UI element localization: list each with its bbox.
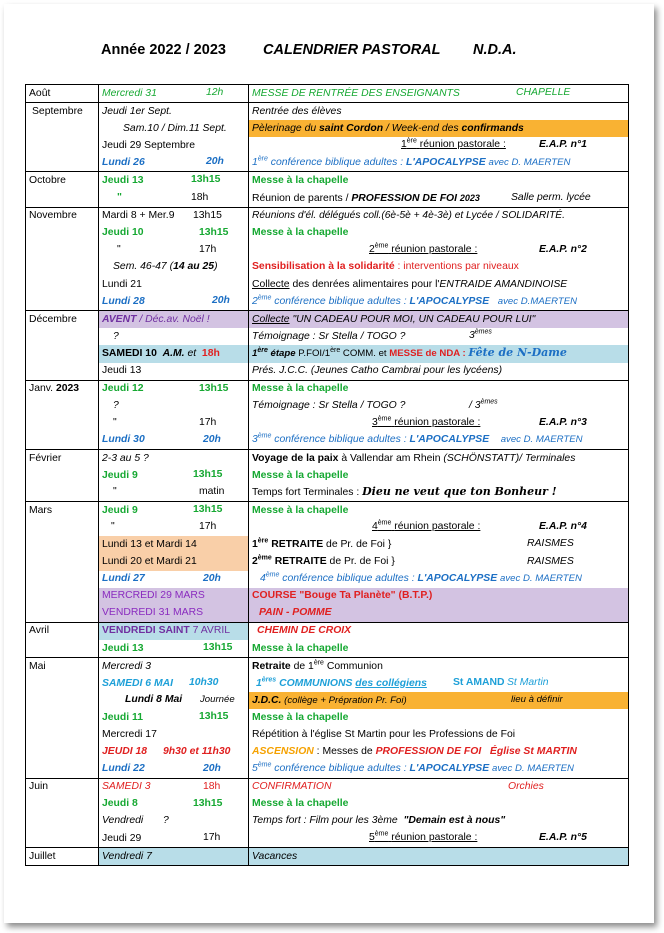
month-cell: Mars (26, 502, 99, 520)
date-cell: " 17h (99, 242, 249, 259)
event-cell: Messe à la chapelle (249, 640, 629, 658)
table-row (26, 467, 629, 484)
table-row (26, 311, 629, 329)
table-row (26, 207, 629, 225)
table-row (26, 345, 629, 362)
date-cell: Lundi 27 20h (99, 571, 249, 588)
event-cell: Messe à la chapelle (249, 709, 629, 726)
month-cell: Novembre (26, 207, 99, 225)
date-cell: Lundi 28 20h (99, 293, 249, 311)
event-cell: Messe à la chapelle (249, 467, 629, 484)
date-cell: SAMEDI 10 A.M. et 18h (99, 345, 249, 362)
date-cell: Lundi 8 Mai Journée (99, 692, 249, 709)
table-row (26, 675, 629, 692)
title-org: N.D.A. (473, 42, 517, 58)
calendar-table (25, 84, 629, 866)
table-row (26, 432, 629, 450)
date-cell: Jeudi 29 Septembre (99, 137, 249, 154)
event-cell: Retraite de 1ère Communion (249, 658, 629, 676)
date-cell: " matin (99, 484, 249, 502)
date-cell: Lundi 22 20h (99, 761, 249, 779)
table-row (26, 640, 629, 658)
table-row (26, 536, 629, 553)
month-cell: Octobre (26, 172, 99, 190)
event-cell: CONFIRMATION Orchies (249, 778, 629, 796)
event-cell: 1ère réunion pastorale : E.A.P. n°1 (249, 137, 629, 154)
event-cell: Messe à la chapelle (249, 225, 629, 242)
event-cell: Vacances (249, 848, 629, 866)
event-cell: Messe à la chapelle (249, 502, 629, 520)
date-cell: " 17h (99, 519, 249, 536)
table-row (26, 519, 629, 536)
table-row (26, 363, 629, 381)
event-cell: Temps fort : Film pour les 3ème "Demain est à nous" (249, 813, 629, 830)
event-cell: COURSE "Bouge Ta Planète" (B.T.P.) (249, 588, 629, 605)
table-row (26, 761, 629, 779)
table-row (26, 259, 629, 276)
event-cell: Rentrée des élèves (249, 103, 629, 121)
event-cell: Pèlerinage du saint Cordon / Week-end des confirmands (249, 120, 629, 137)
table-row (26, 103, 629, 121)
month-cell: Août (26, 85, 99, 103)
event-cell: 2ème réunion pastorale : E.A.P. n°2 (249, 242, 629, 259)
table-row (26, 622, 629, 640)
date-cell: Jeudi 9 13h15 (99, 502, 249, 520)
event-cell: 5ème conférence biblique adultes : L'APOCALYPSE avec D. MAERTEN (249, 761, 629, 779)
date-cell: Lundi 20 et Mardi 21 (99, 554, 249, 571)
month-cell: Juillet (26, 848, 99, 866)
event-cell: CHEMIN DE CROIX (249, 622, 629, 640)
month-cell: Septembre (26, 103, 99, 121)
month-cell: Février (26, 449, 99, 467)
date-cell: VENDREDI 31 MARS (99, 605, 249, 623)
table-row (26, 398, 629, 415)
table-row (26, 605, 629, 623)
event-cell: Réunion de parents / PROFESSION DE FOI 2023 Salle perm. lycée (249, 190, 629, 208)
event-cell: 5ème réunion pastorale : E.A.P. n°5 (249, 830, 629, 848)
table-row (26, 588, 629, 605)
month-cell: Avril (26, 622, 99, 640)
table-row (26, 692, 629, 709)
event-cell: Messe à la chapelle (249, 172, 629, 190)
table-row (26, 726, 629, 743)
event-cell: 2ème RETRAITE de Pr. de Foi } RAISMES (249, 554, 629, 571)
table-row (26, 225, 629, 242)
table-row (26, 830, 629, 848)
date-cell: VENDREDI SAINT 7 AVRIL (99, 622, 249, 640)
event-cell: Témoignage : Sr Stella / TOGO ? / 3èmes (249, 398, 629, 415)
event-cell: Prés. J.C.C. (Jeunes Catho Cambrai pour les lycéens) (249, 363, 629, 381)
date-cell: JEUDI 18 9h30 et 11h30 (99, 744, 249, 761)
title-year: Année 2022 / 2023 (101, 42, 226, 58)
event-cell: Sensibilisation à la solidarité : interventions par niveaux (249, 259, 629, 276)
month-cell: Décembre (26, 311, 99, 329)
event-cell: 1ère étape P.FOI/1ère COMM. et MESSE de NDA : Fête de N-Dame (249, 345, 629, 362)
event-cell: Messe à la chapelle (249, 796, 629, 813)
event-cell: Collecte des denrées alimentaires pour l'ENTRAIDE AMANDINOISE (249, 276, 629, 293)
date-cell: " 18h (99, 190, 249, 208)
date-cell: Mercredi 31 12h (99, 85, 249, 103)
table-row (26, 744, 629, 761)
date-cell: Jeudi 9 13h15 (99, 467, 249, 484)
event-cell: 1ère RETRAITE de Pr. de Foi } RAISMES (249, 536, 629, 553)
month-cell: Janv. 2023 (26, 380, 99, 398)
date-cell: ? (99, 398, 249, 415)
event-cell: Réunions d'él. délégués coll.(6è-5è + 4è-3è) et Lycée / SOLIDARITÉ. (249, 207, 629, 225)
date-cell: Sem. 46-47 (14 au 25) (99, 259, 249, 276)
table-row (26, 484, 629, 502)
date-cell: Mercredi 17 (99, 726, 249, 743)
table-row (26, 85, 629, 103)
table-row (26, 848, 629, 866)
table-row (26, 154, 629, 172)
date-cell: ? (99, 328, 249, 345)
date-cell: Vendredi 7 (99, 848, 249, 866)
date-cell: SAMEDI 3 18h (99, 778, 249, 796)
date-cell: " 17h (99, 415, 249, 432)
table-row (26, 778, 629, 796)
date-cell: Lundi 21 (99, 276, 249, 293)
date-cell: Jeudi 11 13h15 (99, 709, 249, 726)
event-cell: 3ème réunion pastorale : E.A.P. n°3 (249, 415, 629, 432)
table-row (26, 380, 629, 398)
date-cell: SAMEDI 6 MAI 10h30 (99, 675, 249, 692)
table-row (26, 415, 629, 432)
event-cell: PAIN - POMME (249, 605, 629, 623)
event-cell: Répétition à l'église St Martin pour les Professions de Foi (249, 726, 629, 743)
event-cell: ASCENSION : Messes de PROFESSION DE FOI Église St MARTIN (249, 744, 629, 761)
date-cell: Mardi 8 + Mer.9 13h15 (99, 207, 249, 225)
table-row (26, 709, 629, 726)
date-cell: Jeudi 8 13h15 (99, 796, 249, 813)
event-cell: Voyage de la paix à Vallendar am Rhein (SCHÖNSTATT)/ Terminales (249, 449, 629, 467)
date-cell: AVENT / Déc.av. Noël ! (99, 311, 249, 329)
table-row (26, 449, 629, 467)
event-cell: Témoignage : Sr Stella / TOGO ? 3èmes (249, 328, 629, 345)
event-cell: Temps fort Terminales : Dieu ne veut que ton Bonheur ! (249, 484, 629, 502)
month-cell: Mai (26, 658, 99, 676)
table-row (26, 658, 629, 676)
event-cell: Collecte "UN CADEAU POUR MOI, UN CADEAU POUR LUI" (249, 311, 629, 329)
table-row (26, 242, 629, 259)
date-cell: Lundi 13 et Mardi 14 (99, 536, 249, 553)
table-row (26, 813, 629, 830)
date-cell: Jeudi 29 17h (99, 830, 249, 848)
event-cell: MESSE DE RENTRÉE DES ENSEIGNANTS CHAPELLE (249, 85, 629, 103)
table-row (26, 502, 629, 520)
title-name: CALENDRIER PASTORAL (263, 42, 441, 58)
event-cell: 1ères COMMUNIONS des collégiens St AMAND St Martin (249, 675, 629, 692)
table-row (26, 137, 629, 154)
event-cell: 4ème réunion pastorale : E.A.P. n°4 (249, 519, 629, 536)
date-cell: Jeudi 13 13h15 (99, 640, 249, 658)
date-cell: Jeudi 1er Sept. (99, 103, 249, 121)
table-row (26, 571, 629, 588)
date-cell: 2-3 au 5 ? (99, 449, 249, 467)
date-cell: Jeudi 13 13h15 (99, 172, 249, 190)
date-cell: Jeudi 10 13h15 (99, 225, 249, 242)
date-cell: Lundi 30 20h (99, 432, 249, 450)
date-cell: Lundi 26 20h (99, 154, 249, 172)
event-cell: Messe à la chapelle (249, 380, 629, 398)
table-row (26, 293, 629, 311)
table-row (26, 328, 629, 345)
table-row (26, 172, 629, 190)
table-row (26, 190, 629, 208)
event-cell: 2ème conférence biblique adultes : L'APOCALYPSE avec D.MAERTEN (249, 293, 629, 311)
date-cell: Jeudi 13 (99, 363, 249, 381)
event-cell: 3ème conférence biblique adultes : L'APOCALYPSE avec D. MAERTEN (249, 432, 629, 450)
table-row (26, 276, 629, 293)
table-row (26, 796, 629, 813)
table-row (26, 554, 629, 571)
event-cell: 1ère conférence biblique adultes : L'APOCALYPSE avec D. MAERTEN (249, 154, 629, 172)
date-cell: Sam.10 / Dim.11 Sept. (99, 120, 249, 137)
date-cell: MERCREDI 29 MARS (99, 588, 249, 605)
table-row (26, 120, 629, 137)
event-cell: 4ème conférence biblique adultes : L'APOCALYPSE avec D. MAERTEN (249, 571, 629, 588)
date-cell: Mercredi 3 (99, 658, 249, 676)
month-cell: Juin (26, 778, 99, 796)
event-cell: J.D.C. (collège + Prépration Pr. Foi) lieu à définir (249, 692, 629, 709)
date-cell: Vendredi ? (99, 813, 249, 830)
date-cell: Jeudi 12 13h15 (99, 380, 249, 398)
